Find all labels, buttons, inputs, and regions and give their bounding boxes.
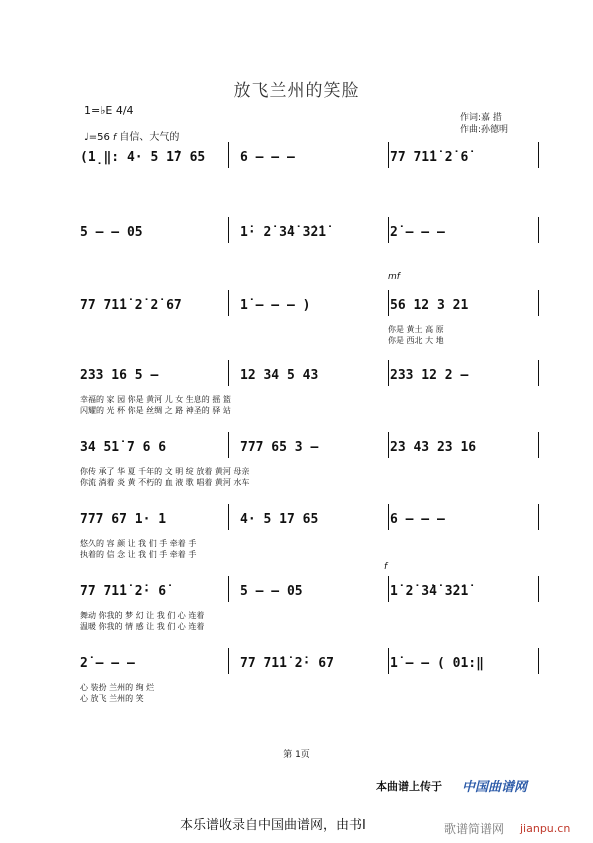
page-title: 放飞兰州的笑脸 [233, 81, 360, 101]
barline [538, 432, 539, 458]
barline [538, 360, 539, 386]
lyric-line: 你流 淌着 炎 黄 不朽的 血 液 歌 唱着 黄河 水车 [80, 478, 250, 487]
barline [228, 648, 229, 674]
barline [228, 432, 229, 458]
measure-group: 2̇ – – – [390, 225, 445, 240]
barline [228, 290, 229, 316]
footer-text: 本乐谱收录自中国曲谱网，由书Ⅰ [180, 818, 366, 833]
barline [388, 648, 389, 674]
lyric-line: 执着的 信 念 让 我 们 手 牵着 手 [80, 550, 197, 559]
lyric-line: 你是 西北 大 地 [388, 336, 444, 345]
key-signature: 1=♭E 4/4 [84, 104, 134, 117]
lyric-line: 悠久的 容 颜 让 我 们 手 牵着 手 [80, 539, 197, 548]
lyric-line: 心 放飞 兰州的 笑 [80, 694, 144, 703]
lyric-line: 心 装扮 兰州的 绚 烂 [80, 683, 155, 692]
measure-group: 233 16 5 – [80, 368, 159, 383]
lyric-line: 闪耀的 光 杯 你是 丝绸 之 路 神圣的 驿 站 [80, 406, 231, 415]
measure-group: 5 – – 05 [240, 584, 303, 599]
barline [388, 576, 389, 602]
mood-marking: 自信、大气的 [119, 132, 180, 143]
score-row [78, 584, 532, 644]
measure-group: 77 71̇1̇ 2̇· 6̇ [80, 584, 167, 599]
measure-group: 23 43 23 16 [390, 440, 477, 455]
measure-group: 77 71̇1̇ 2̇· 67 [240, 656, 334, 671]
lyricist-credit: 作词:嘉 措 [460, 113, 502, 123]
barline [538, 504, 539, 530]
barline [538, 142, 539, 168]
measure-group: 233 12 2 – [390, 368, 469, 383]
barline [388, 217, 389, 243]
upload-text: 本曲谱上传于 [376, 780, 442, 793]
barline [538, 648, 539, 674]
measure-group: 12 34 5 43 [240, 368, 319, 383]
dynamic-mf: mf [388, 272, 400, 282]
measure-group: 1̇ 2̇ 3̇4̇ 3̇2̇1̇ [390, 584, 469, 599]
barline [538, 290, 539, 316]
tempo-value: ♩=56 [84, 132, 110, 143]
barline [228, 576, 229, 602]
barline [388, 360, 389, 386]
barline [228, 360, 229, 386]
measure-group: 777 67 1· 1 [80, 512, 167, 527]
barline [228, 217, 229, 243]
barline [228, 504, 229, 530]
measure-group: 6 – – – [240, 150, 295, 165]
measure-group: 1̇ – – ( 01:‖ [390, 656, 484, 671]
score-row [78, 656, 532, 716]
lyric-line: 舞动 你我的 梦 幻 让 我 们 心 连着 [80, 611, 205, 620]
barline [228, 142, 229, 168]
barline [538, 576, 539, 602]
lyric-line: 温暖 你我的 情 感 让 我 们 心 连着 [80, 622, 205, 631]
barline [538, 217, 539, 243]
page-number: 第 1页 [283, 750, 310, 760]
measure-group: 5 – – 05 [80, 225, 143, 240]
score-row [78, 368, 532, 428]
lyric-line: 你传 承了 华 夏 千年的 文 明 绽 放着 黄河 母亲 [80, 467, 250, 476]
dynamic-f: f [113, 133, 117, 143]
watermark-text: 歌谱简谱网 [444, 822, 505, 836]
tempo-marking [84, 128, 179, 143]
score-row [78, 150, 532, 210]
dynamic-f-second: f [384, 562, 388, 572]
measure-group: (1̣‖: 4· 5 1̇7 65 [80, 150, 206, 165]
barline [388, 290, 389, 316]
measure-group: 2̇ – – – [80, 656, 135, 671]
barline [388, 504, 389, 530]
lyric-line: 你是 黄土 高 原 [388, 325, 444, 334]
measure-group: 4· 5 17 65 [240, 512, 319, 527]
composer-credit: 作曲:孙德明 [460, 125, 509, 135]
score-row [78, 512, 532, 572]
score-row [78, 298, 532, 358]
measure-group: 56 12 3 21 [390, 298, 469, 313]
measure-group: 6 – – – [390, 512, 445, 527]
score-row [78, 225, 532, 285]
measure-group: 1̇ – – – ) [240, 298, 311, 313]
measure-group: 777 65 3 – [240, 440, 319, 455]
brand-logo: 中国曲谱网 [462, 780, 528, 795]
measure-group: 77 71̇1̇ 2̇ 6̇ [390, 150, 469, 165]
barline [388, 142, 389, 168]
score-row [78, 440, 532, 500]
watermark-url: jianpu.cn [520, 822, 571, 835]
measure-group: 34 51̇ 7 6 6 [80, 440, 167, 455]
barline [388, 432, 389, 458]
measure-group: 77 71̇1̇ 2̇ 2̇ 67 [80, 298, 182, 313]
measure-group: 1̇· 2̇ 3̇4̇ 3̇2̇1̇ [240, 225, 327, 240]
lyric-line: 幸福的 家 园 你是 黄河 儿 女 生息的 摇 篮 [80, 395, 231, 404]
